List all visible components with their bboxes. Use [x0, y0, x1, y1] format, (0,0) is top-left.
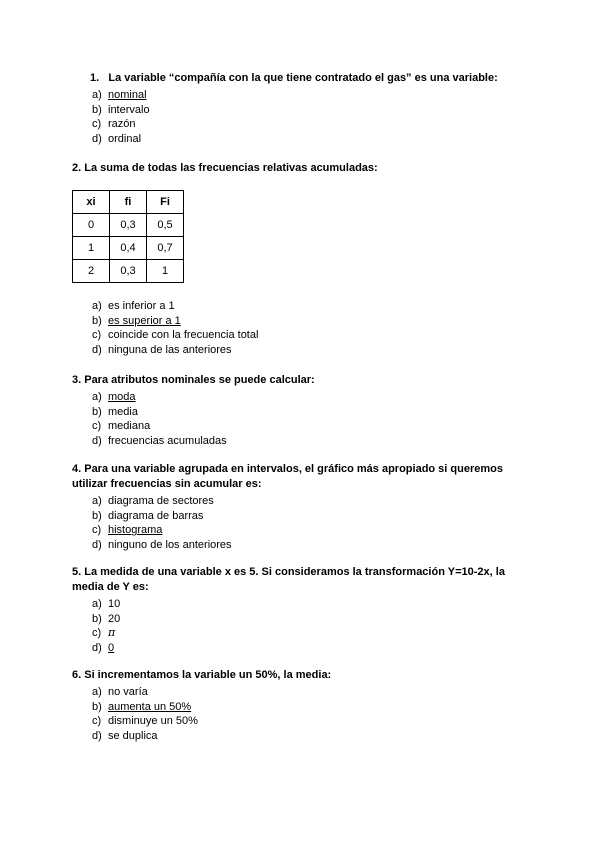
option-1d	[72, 132, 532, 147]
question-3-options	[72, 390, 532, 448]
option-letter: d)	[92, 729, 102, 742]
table-cell: 2	[73, 260, 110, 283]
option-letter: c)	[92, 329, 102, 342]
option-1b	[72, 103, 532, 118]
option-letter: d)	[92, 434, 102, 447]
option-4d	[72, 538, 532, 553]
option-letter: d)	[92, 132, 102, 145]
option-label: media	[108, 405, 138, 418]
option-label: diagrama de barras	[108, 509, 204, 522]
option-letter: d)	[92, 343, 102, 356]
option-6c	[72, 714, 532, 729]
option-label: 20	[108, 612, 121, 625]
question-1-number: 1.	[90, 72, 100, 84]
option-label: razón	[108, 118, 136, 131]
option-label: diagrama de sectores	[108, 495, 214, 507]
option-4a	[72, 494, 532, 509]
table-header: Fi	[147, 191, 184, 214]
option-label: intervalo	[108, 103, 150, 116]
option-letter: a)	[92, 300, 102, 312]
question-1-title	[72, 71, 532, 86]
option-letter: b)	[92, 700, 102, 713]
option-5b	[72, 612, 532, 627]
question-4-title	[72, 462, 532, 492]
option-label: ordinal	[108, 132, 142, 145]
question-6-options	[72, 685, 532, 743]
question-2	[72, 161, 532, 357]
option-label: nominal	[108, 89, 147, 101]
option-label: aumenta un 50%	[108, 700, 192, 713]
option-label: ninguna de las anteriores	[108, 343, 232, 356]
table-header: fi	[110, 191, 147, 214]
table-header-row	[73, 191, 184, 214]
question-4-line-2: utilizar frecuencias sin acumular es:	[72, 478, 262, 490]
question-6-title: 6. Si incrementamos la variable un 50%, la media:	[72, 669, 332, 681]
table-cell: 0,3	[110, 214, 147, 237]
question-1-text: La variable “compañía con la que tiene contratado el gas” es una variable:	[108, 72, 498, 84]
option-letter: b)	[92, 509, 102, 522]
option-label: mediana	[108, 420, 151, 433]
option-3b	[72, 405, 532, 420]
option-letter: a)	[92, 89, 102, 101]
option-4c	[72, 523, 532, 538]
table-cell: 1	[73, 237, 110, 260]
option-letter: a)	[92, 495, 102, 507]
option-1a	[72, 88, 532, 103]
question-1-options	[72, 88, 532, 146]
option-label: no varía	[108, 686, 148, 698]
option-3c	[72, 419, 532, 434]
frequency-table	[72, 190, 184, 283]
table-row	[73, 237, 184, 260]
option-2d	[72, 343, 532, 358]
option-letter: b)	[92, 314, 102, 327]
option-6d	[72, 729, 532, 744]
option-2c	[72, 328, 532, 343]
option-letter: c)	[92, 627, 102, 640]
question-6	[72, 668, 532, 743]
option-3a	[72, 390, 532, 405]
table-cell: 0	[73, 214, 110, 237]
option-letter: c)	[92, 420, 102, 433]
question-5-line-2: media de Y es:	[72, 581, 149, 593]
question-2-title: 2. La suma de todas las frecuencias relativas acumuladas:	[72, 162, 378, 174]
option-letter: b)	[92, 612, 102, 625]
option-letter: a)	[92, 686, 102, 698]
option-letter: a)	[92, 598, 102, 610]
table-row	[73, 260, 184, 283]
question-1	[72, 71, 532, 146]
question-5-options	[72, 597, 532, 655]
option-4b	[72, 509, 532, 524]
option-3d	[72, 434, 532, 449]
option-5a	[72, 597, 532, 612]
option-label: 10	[108, 598, 121, 610]
option-label: π	[108, 626, 116, 640]
table-cell: 1	[147, 260, 184, 283]
question-4-line-1: 4. Para una variable agrupada en intervalos, el gráfico más apropiado si queremos	[72, 463, 503, 475]
table-cell: 0,7	[147, 237, 184, 260]
option-letter: d)	[92, 641, 102, 654]
option-letter: b)	[92, 405, 102, 418]
question-5-line-1: 5. La medida de una variable x es 5. Si consideramos la transformación Y=10-2x, la	[72, 566, 505, 578]
question-3-title: 3. Para atributos nominales se puede calcular:	[72, 374, 315, 386]
option-letter: c)	[92, 524, 102, 537]
option-label: histograma	[108, 524, 163, 537]
option-5c	[72, 626, 532, 641]
option-label: ninguno de los anteriores	[108, 538, 232, 551]
table-cell: 0,5	[147, 214, 184, 237]
option-6a	[72, 685, 532, 700]
question-4-options	[72, 494, 532, 552]
option-label: disminuye un 50%	[108, 715, 198, 728]
question-3	[72, 373, 532, 448]
option-1c	[72, 117, 532, 132]
option-letter: c)	[92, 715, 102, 728]
option-2a	[72, 299, 532, 314]
table-header: xi	[73, 191, 110, 214]
option-letter: d)	[92, 538, 102, 551]
question-5-title	[72, 565, 532, 595]
option-label: se duplica	[108, 729, 158, 742]
option-6b	[72, 700, 532, 715]
table-row	[73, 214, 184, 237]
option-letter: a)	[92, 391, 102, 403]
option-label: 0	[108, 641, 115, 654]
option-5d	[72, 641, 532, 656]
table-cell: 0,3	[110, 260, 147, 283]
question-2-options	[72, 299, 532, 357]
option-2b	[72, 314, 532, 329]
option-letter: c)	[92, 118, 102, 131]
option-label: frecuencias acumuladas	[108, 434, 227, 447]
option-label: moda	[108, 391, 136, 403]
option-letter: b)	[92, 103, 102, 116]
option-label: es inferior a 1	[108, 300, 175, 312]
option-label: coincide con la frecuencia total	[108, 329, 259, 342]
option-label: es superior a 1	[108, 314, 181, 327]
question-5	[72, 565, 532, 655]
question-4	[72, 462, 532, 552]
table-cell: 0,4	[110, 237, 147, 260]
